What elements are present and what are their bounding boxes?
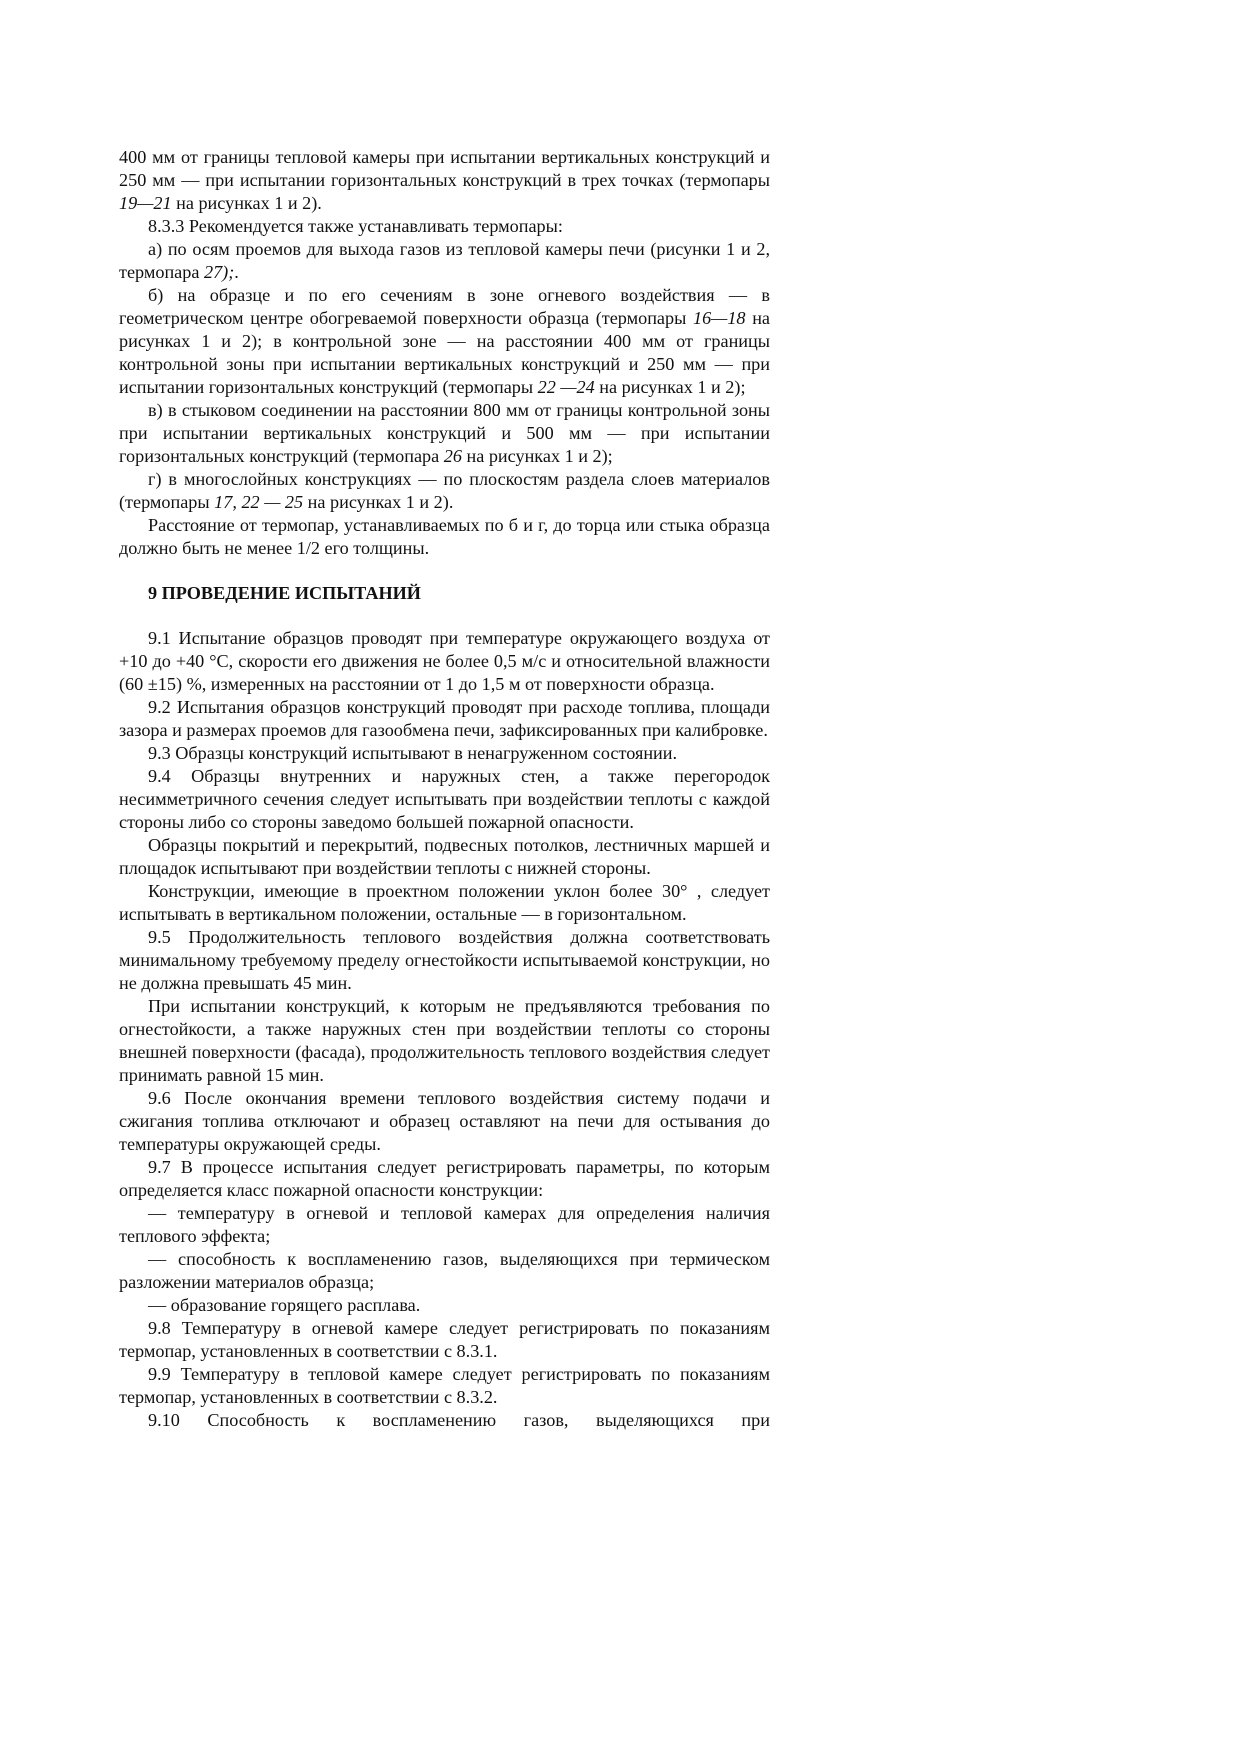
paragraph-9-4: 9.4 Образцы внутренних и наружных стен, а также перегородок несимметричного сечения следует испытывать при воздействии теплоты с каждой стороны либо со стороны заведомо большей пожарной опасности. bbox=[119, 766, 770, 832]
text-run: на рисунках 1 и 2); bbox=[461, 446, 613, 466]
paragraph-9-7: 9.7 В процессе испытания следует регистрировать параметры, по которым определяется класс пожарной опасности конструкции: bbox=[119, 1157, 770, 1200]
paragraph-9-1: 9.1 Испытание образцов проводят при температуре окружающего воздуха от +10 до +40 °С, скорости его движения не более 0,5 м/с и относительной влажности (60 ±15) %, измеренных на расстоянии от 1 до 1,5 м от поверхности образца. bbox=[119, 628, 770, 694]
section-heading: 9 ПРОВЕДЕНИЕ ИСПЫТАНИЙ bbox=[148, 583, 421, 603]
paragraph-facade: При испытании конструкций, к которым не предъявляются требования по огнестойкости, а также наружных стен при воздействии теплоты со стороны внешней поверхности (фасада), продолжительность теплового воздействия следует принимать равной 15 мин. bbox=[119, 996, 770, 1085]
paragraph-9-6: 9.6 После окончания времени теплового воздействия систему подачи и сжигания топлива отключают и образец оставляют на печи для остывания до температуры окружающей среды. bbox=[119, 1088, 770, 1154]
text-run: б) на образце и по его сечениям в зоне огневого воздействия — в геометрическом центре обогреваемой поверхности образца (термопары bbox=[119, 285, 770, 328]
text-run: . bbox=[234, 262, 239, 282]
paragraph-continuation bbox=[119, 146, 770, 215]
paragraph-9-2: 9.2 Испытания образцов конструкций проводят при расходе топлива, площади зазора и размерах проемов для газообмена печи, зафиксированных при калибровке. bbox=[119, 697, 770, 740]
document-page bbox=[119, 146, 770, 1432]
list-item-temperature: — температуру в огневой и тепловой камерах для определения наличия теплового эффекта; bbox=[119, 1203, 770, 1246]
italic-run: 17, 22 — 25 bbox=[214, 492, 304, 512]
text-run: г) в многослойных конструкциях — по плоскостям раздела слоев материалов (термопары bbox=[119, 469, 770, 512]
italic-run: 26 bbox=[443, 446, 462, 466]
list-item-ignition: — способность к воспламенению газов, выделяющихся при термическом разложении материалов образца; bbox=[119, 1249, 770, 1292]
paragraph-9-8: 9.8 Температуру в огневой камере следует регистрировать по показаниям термопар, установленных в соответствии с 8.3.1. bbox=[119, 1318, 770, 1361]
paragraph-distance: Расстояние от термопар, устанавливаемых по б и г, до торца или стыка образца должно быть не менее 1/2 его толщины. bbox=[119, 515, 770, 558]
paragraph-item-v bbox=[119, 399, 770, 468]
italic-run: 22 —24 bbox=[537, 377, 595, 397]
paragraph-9-3: 9.3 Образцы конструкций испытывают в ненагруженном состоянии. bbox=[148, 743, 678, 763]
text-run: 400 мм от границы тепловой камеры при испытании вертикальных конструкций и 250 мм — при испытании горизонтальных конструкций в трех точках (термопары bbox=[119, 147, 770, 190]
italic-run: 27); bbox=[203, 262, 235, 282]
paragraph-9-10: 9.10 Способность к воспламенению газов, выделяющихся при bbox=[148, 1410, 770, 1430]
text-run: а) по осям проемов для выхода газов из тепловой камеры печи (рисунки 1 и 2, термопара bbox=[119, 239, 770, 282]
text-run: в) в стыковом соединении на расстоянии 800 мм от границы контрольной зоны при испытании вертикальных конструкций и 500 мм — при испытании горизонтальных конструкций (термопара bbox=[119, 400, 770, 466]
text-run: на рисунках 1 и 2); bbox=[594, 377, 746, 397]
list-item-melt: — образование горящего расплава. bbox=[148, 1295, 421, 1315]
text-run: на рисунках 1 и 2). bbox=[171, 193, 322, 213]
paragraph-9-9: 9.9 Температуру в тепловой камере следует регистрировать по показаниям термопар, установленных в соответствии с 8.3.2. bbox=[119, 1364, 770, 1407]
text-run: на рисунках 1 и 2). bbox=[303, 492, 454, 512]
paragraph-slope: Конструкции, имеющие в проектном положении уклон более 30° , следует испытывать в вертикальном положении, остальные — в горизонтальном. bbox=[119, 881, 770, 924]
paragraph-9-5: 9.5 Продолжительность теплового воздействия должна соответствовать минимальному требуемому пределу огнестойкости испытываемой конструкции, но не должна превышать 45 мин. bbox=[119, 927, 770, 993]
paragraph-item-g bbox=[119, 468, 770, 514]
paragraph-item-a bbox=[119, 238, 770, 284]
text-run: на рисунках 1 и 2); в контрольной зоне — на расстоянии 400 мм от границы контрольной зоны при испытании вертикальных конструкций и 250 мм — при испытании горизонтальных конструкций (термопары bbox=[119, 308, 770, 397]
paragraph-8-3-3: 8.3.3 Рекомендуется также устанавливать термопары: bbox=[148, 216, 563, 236]
paragraph-item-b bbox=[119, 284, 770, 399]
italic-run: 16—18 bbox=[692, 308, 746, 328]
paragraph-coverings: Образцы покрытий и перекрытий, подвесных потолков, лестничных маршей и площадок испытывают при воздействии теплоты с нижней стороны. bbox=[119, 835, 770, 878]
italic-run: 19—21 bbox=[119, 193, 172, 213]
